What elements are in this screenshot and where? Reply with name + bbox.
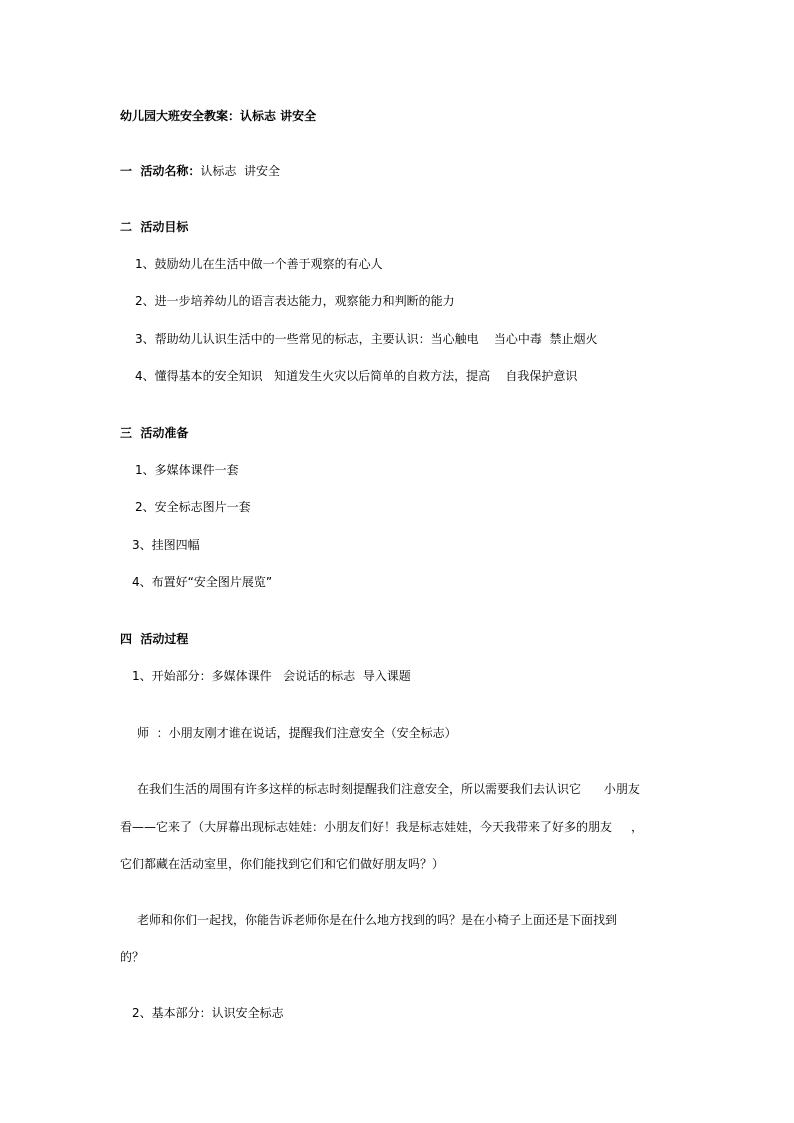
paragraph-line: 它们都藏在活动室里，你们能找到它们和它们做好朋友吗？） bbox=[120, 857, 445, 871]
section-label: 一 活动名称： bbox=[120, 164, 201, 178]
prep-item: 3、挂图四幅 bbox=[132, 538, 200, 552]
prep-item: 1、多媒体课件一套 bbox=[135, 463, 239, 477]
section-heading-process: 四 活动过程 bbox=[120, 632, 189, 646]
teacher-line: 师 ：小朋友刚才谁在说话，提醒我们注意安全（安全标志） bbox=[137, 726, 457, 740]
document-title: 幼儿园大班安全教案：认标志 讲安全 bbox=[120, 109, 317, 123]
paragraph-line: 的？ bbox=[120, 950, 145, 964]
section-activity-name bbox=[120, 163, 280, 179]
prep-item: 2、安全标志图片一套 bbox=[135, 500, 251, 514]
paragraph-line: 在我们生活的周围有许多这样的标志时刻提醒我们注意安全，所以需要我们去认识它 小朋友 bbox=[137, 782, 640, 796]
goal-item: 2、进一步培养幼儿的语言表达能力，观察能力和判断的能力 bbox=[135, 294, 455, 308]
goal-item: 4、懂得基本的安全知识 知道发生火灾以后简单的自救方法，提高 自我保护意识 bbox=[135, 369, 578, 383]
prep-item: 4、布置好“安全图片展览” bbox=[132, 575, 273, 589]
section-value: 认标志 讲安全 bbox=[200, 164, 280, 178]
goal-item: 3、帮助幼儿认识生活中的一些常见的标志，主要认识：当心触电 当心中毒 禁止烟火 bbox=[135, 332, 598, 346]
section-heading-goals: 二 活动目标 bbox=[120, 220, 189, 234]
goal-item: 1、鼓励幼儿在生活中做一个善于观察的有心人 bbox=[135, 257, 383, 271]
process-step: 1、开始部分：多媒体课件 会说话的标志 导入课题 bbox=[132, 669, 411, 683]
process-step: 2、基本部分：认识安全标志 bbox=[132, 1006, 284, 1020]
paragraph-line: 老师和你们一起找，你能告诉老师你是在什么地方找到的吗？是在小椅子上面还是下面找到 bbox=[137, 913, 618, 927]
section-heading-preparation: 三 活动准备 bbox=[120, 426, 189, 440]
paragraph-line: 看——它来了（大屏幕出现标志娃娃：小朋友们好！我是标志娃娃，今天我带来了好多的朋友 ， bbox=[120, 820, 644, 834]
